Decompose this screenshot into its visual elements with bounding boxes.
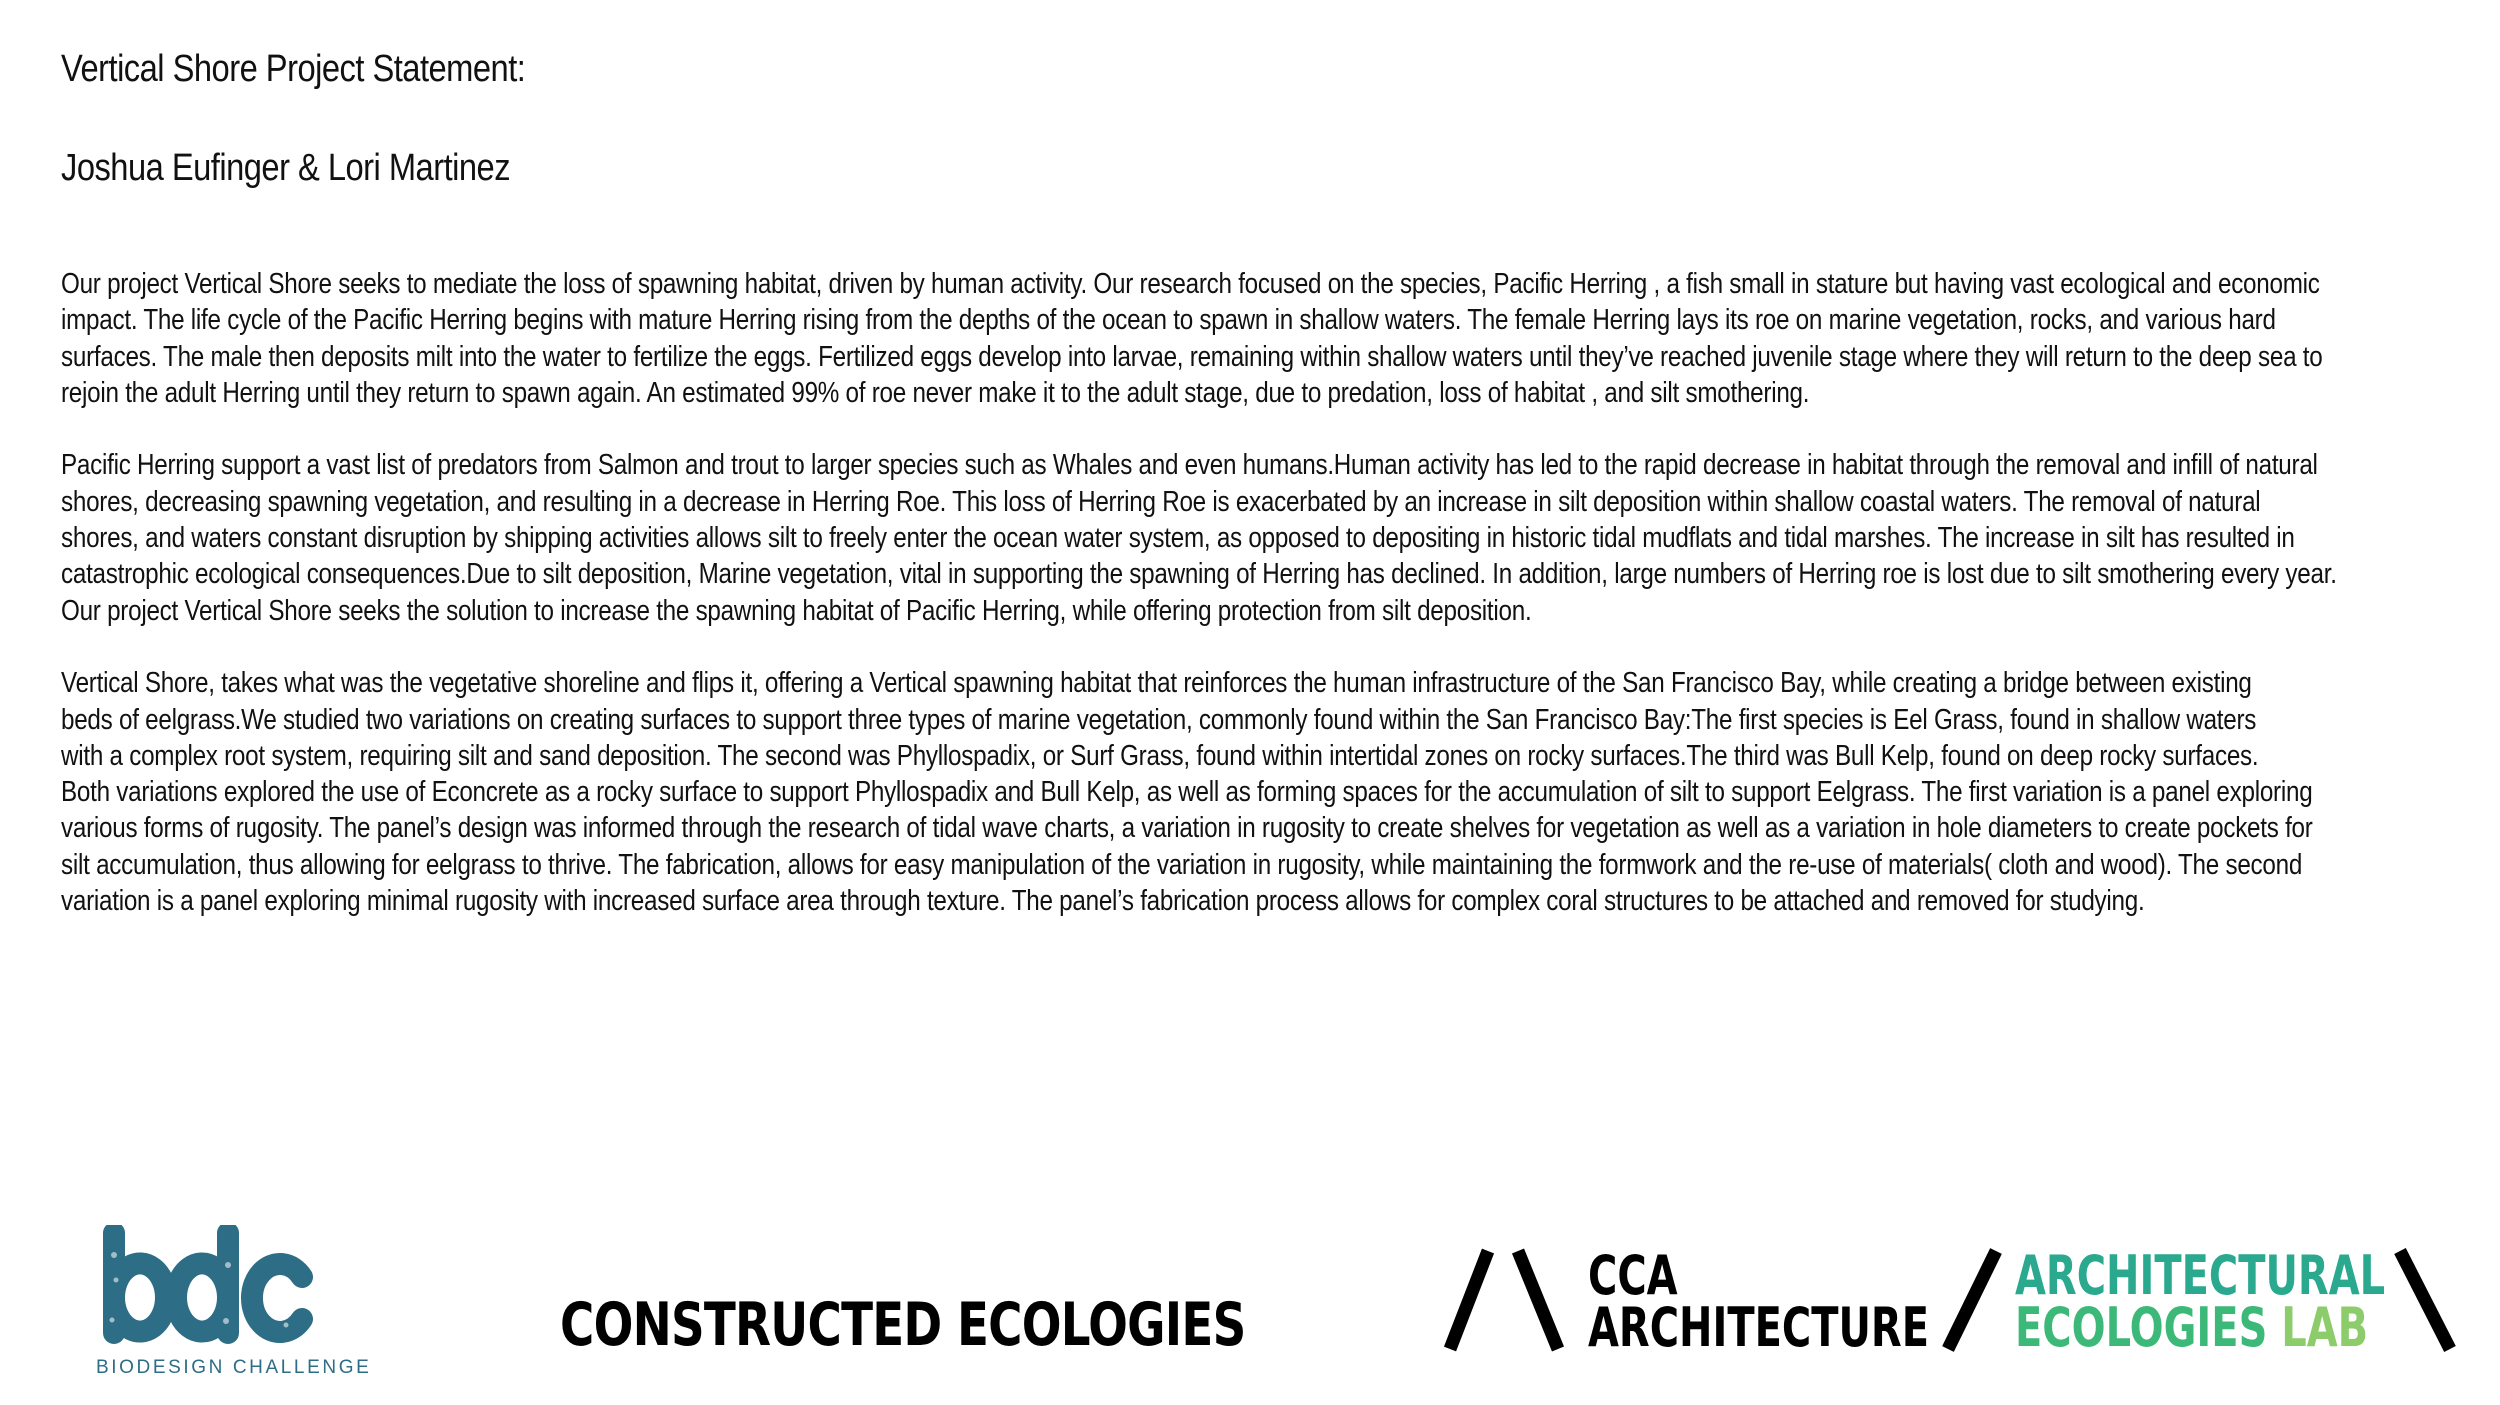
text-line: variation is a panel exploring minimal rugosity with increased surface area through texture. The panel’s fabrication process allows for complex coral structures to be attached and removed for studying. — [61, 885, 2145, 918]
text-line: shores, and waters constant disruption by shipping activities allows silt to freely enter the ocean water system, as opposed to depositing in historic tidal mudflats and tidal marshes. The increase in silt has resulted in — [61, 522, 2295, 555]
authors-line: Joshua Eufinger & Lori Martinez — [61, 147, 511, 189]
paragraph-3 — [61, 665, 2492, 919]
ael-line-2 — [2015, 1296, 2385, 1359]
slash-mark-middle — [1938, 1245, 2008, 1355]
ael-line-1: ARCHITECTURAL — [2015, 1244, 2386, 1307]
cca-line-1: CCA — [1588, 1244, 1678, 1307]
paragraph-2 — [61, 447, 2492, 628]
text-line: surfaces. The male then deposits milt into the water to fertilize the eggs. Fertilized eggs develop into larvae, remaining within shallow waters until they’ve reached juvenile stage where they will return to the deep sea to — [61, 340, 2323, 373]
text-line: Pacific Herring support a vast list of predators from Salmon and trout to larger species such as Whales and even humans.Human activity has led to the rapid decrease in habitat through the removal and infill of natural — [61, 449, 2318, 482]
architectural-ecologies-lab-wordmark — [2015, 1244, 2386, 1359]
text-line: impact. The life cycle of the Pacific Herring begins with mature Herring rising from the depths of the ocean to spawn in shallow waters. The female Herring lays its roe on marine vegetation, rocks, and various hard — [61, 304, 2276, 337]
text-line: catastrophic ecological consequences.Due to silt deposition, Marine vegetation, vital in supporting the spawning of Herring has declined. In addition, large numbers of Herring roe is lost due to silt smothering every year. — [61, 558, 2337, 591]
text-line: beds of eelgrass.We studied two variations on creating surfaces to support three types of marine vegetation, commonly found within the San Francisco Bay:The first species is Eel Grass, found in shallow waters — [61, 703, 2257, 736]
text-line: various forms of rugosity. The panel’s design was informed through the research of tidal wave charts, a variation in rugosity to create shelves for vegetation as well as a variation in hole diameters to create pockets for — [61, 812, 2313, 845]
paragraph-1 — [61, 266, 2492, 411]
statement-body — [61, 266, 2492, 956]
text-line: Vertical Shore, takes what was the vegetative shoreline and flips it, offering a Vertical spawning habitat that reinforces the human infrastructure of the San Francisco Bay, while creating a bridge between existing — [61, 667, 2252, 700]
text-line: shores, decreasing spawning vegetation, and resulting in a decrease in Herring Roe. This loss of Herring Roe is exacerbated by an increase in silt deposition within shallow coastal waters. The removal of natural — [61, 485, 2261, 518]
page-title: Vertical Shore Project Statement: — [61, 48, 526, 90]
text-line: silt accumulation, thus allowing for eelgrass to thrive. The fabrication, allows for easy manipulation of the variation in rugosity, while maintaining the formwork and the re-use of materials( cloth and wood). The second — [61, 848, 2303, 881]
ael-ecologies: ECOLOGIES — [2015, 1296, 2268, 1359]
text-line: with a complex root system, requiring silt and sand deposition. The second was Phyllospadix, or Surf Grass, found within intertidal zones on rocky surfaces.The third was Bull Kelp, found on deep rocky surfaces. — [61, 739, 2259, 772]
text-line: Our project Vertical Shore seeks to mediate the loss of spawning habitat, driven by human activity. Our research focused on the species, Pacific Herring , a fish small in stature but having vast ecological and economic — [61, 268, 2320, 300]
constructed-ecologies-wordmark: CONSTRUCTED ECOLOGIES — [560, 1290, 1246, 1360]
slash-mark-right — [2390, 1245, 2460, 1355]
slash-mark-left — [1440, 1245, 1570, 1355]
cca-architecture-wordmark — [1588, 1244, 1929, 1359]
bdc-logo-subtitle: BIODESIGN CHALLENGE — [96, 1357, 372, 1378]
cca-line-2: ARCHITECTURE — [1588, 1296, 1929, 1359]
text-line: Both variations explored the use of Econcrete as a rocky surface to support Phyllospadix and Bull Kelp, as well as forming spaces for the accumulation of silt to support Eelgrass. The first variation is a panel exploring — [61, 776, 2313, 809]
text-line: Our project Vertical Shore seeks the solution to increase the spawning habitat of Pacific Herring, while offering protection from silt deposition. — [61, 594, 1532, 627]
ael-lab: LAB — [2281, 1296, 2369, 1359]
text-line: rejoin the adult Herring until they return to spawn again. An estimated 99% of roe never make it to the adult stage, due to predation, loss of habitat , and silt smothering. — [61, 376, 1810, 409]
